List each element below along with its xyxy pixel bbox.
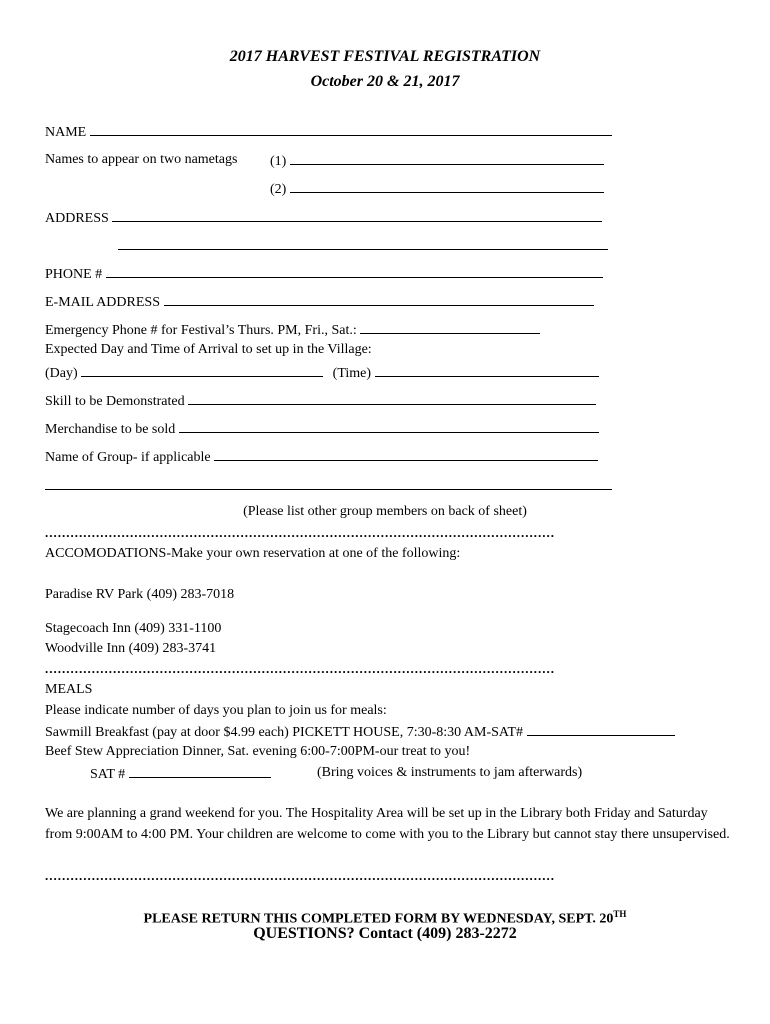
skill-row bbox=[45, 391, 596, 411]
nametag1-field[interactable] bbox=[290, 151, 604, 165]
address-field-1[interactable] bbox=[112, 208, 602, 222]
return-notice-sup: TH bbox=[613, 909, 627, 919]
name-row bbox=[45, 122, 612, 142]
breakfast-count-field[interactable] bbox=[527, 722, 675, 736]
sat-row bbox=[90, 764, 271, 784]
accommodation-item: Stagecoach Inn (409) 331-1100 bbox=[45, 621, 222, 636]
nametag2-label: (2) bbox=[270, 182, 287, 197]
group-row bbox=[45, 447, 598, 467]
nametag2-field[interactable] bbox=[290, 179, 604, 193]
address-label: ADDRESS bbox=[45, 211, 109, 226]
group-row-2 bbox=[45, 476, 612, 496]
sat-label: SAT # bbox=[90, 767, 126, 782]
sat-count-field[interactable] bbox=[129, 764, 271, 778]
arrival-row bbox=[45, 363, 599, 383]
skill-field[interactable] bbox=[188, 391, 596, 405]
email-field[interactable] bbox=[164, 292, 594, 306]
phone-row bbox=[45, 264, 603, 284]
address-field-2[interactable] bbox=[118, 236, 608, 250]
merch-field[interactable] bbox=[179, 419, 599, 433]
name-field[interactable] bbox=[90, 122, 612, 136]
emergency-label: Emergency Phone # for Festival’s Thurs. PM, Fri., Sat.: bbox=[45, 323, 357, 338]
phone-field[interactable] bbox=[106, 264, 603, 278]
merch-row bbox=[45, 419, 599, 439]
questions-contact: QUESTIONS? Contact (409) 283-2272 bbox=[253, 925, 517, 942]
address-row-2 bbox=[118, 236, 608, 256]
closing-paragraph: We are planning a grand weekend for you. The Hospitality Area will be set up in the Library both Friday and Saturday from 9:00AM to 4:00 PM. Your children are welcome to come with you to the Library but cannot stay there unsupervised. bbox=[45, 806, 730, 842]
day-label: (Day) bbox=[45, 366, 78, 381]
time-label: (Time) bbox=[332, 366, 372, 381]
dinner-label: Beef Stew Appreciation Dinner, Sat. evening 6:00-7:00PM-our treat to you! bbox=[45, 744, 471, 759]
group-note: (Please list other group members on back of sheet) bbox=[243, 504, 527, 519]
name-label: NAME bbox=[45, 125, 87, 140]
day-field[interactable] bbox=[81, 363, 323, 377]
time-field[interactable] bbox=[375, 363, 599, 377]
nametag1-row bbox=[270, 151, 604, 171]
meals-instruction: Please indicate number of days you plan to join us for meals: bbox=[45, 703, 387, 718]
emergency-row bbox=[45, 320, 540, 340]
nametag2-row bbox=[270, 179, 604, 199]
email-label: E-MAIL ADDRESS bbox=[45, 295, 160, 310]
form-dates: October 20 & 21, 2017 bbox=[310, 73, 460, 90]
email-row bbox=[45, 292, 594, 312]
nametags-label: Names to appear on two nametags bbox=[45, 152, 238, 167]
accommodation-item: Paradise RV Park (409) 283-7018 bbox=[45, 587, 235, 602]
group-field[interactable] bbox=[214, 447, 598, 461]
meals-heading: MEALS bbox=[45, 682, 93, 697]
group-field-2[interactable] bbox=[45, 476, 612, 490]
bring-note: (Bring voices & instruments to jam afterwards) bbox=[317, 765, 583, 780]
separator-1: ........................................................................................................................ bbox=[45, 526, 555, 540]
accommodation-item: Woodville Inn (409) 283-3741 bbox=[45, 641, 217, 656]
breakfast-row bbox=[45, 722, 675, 742]
group-label: Name of Group- if applicable bbox=[45, 450, 211, 465]
arrival-label: Expected Day and Time of Arrival to set up in the Village: bbox=[45, 342, 372, 357]
phone-label: PHONE # bbox=[45, 267, 103, 282]
nametag1-label: (1) bbox=[270, 154, 287, 169]
emergency-field[interactable] bbox=[360, 320, 540, 334]
separator-2: ........................................................................................................................ bbox=[45, 662, 555, 676]
form-title: 2017 HARVEST FESTIVAL REGISTRATION bbox=[229, 48, 541, 65]
skill-label: Skill to be Demonstrated bbox=[45, 394, 185, 409]
breakfast-label: Sawmill Breakfast (pay at door $4.99 each) PICKETT HOUSE, 7:30-8:30 AM-SAT# bbox=[45, 725, 524, 740]
accommodations-heading: ACCOMODATIONS-Make your own reservation at one of the following: bbox=[45, 546, 461, 561]
return-notice-text: PLEASE RETURN THIS COMPLETED FORM BY WEDNESDAY, SEPT. 20 bbox=[143, 911, 614, 927]
separator-3: ........................................................................................................................ bbox=[45, 869, 555, 883]
merch-label: Merchandise to be sold bbox=[45, 422, 176, 437]
address-row bbox=[45, 208, 602, 228]
